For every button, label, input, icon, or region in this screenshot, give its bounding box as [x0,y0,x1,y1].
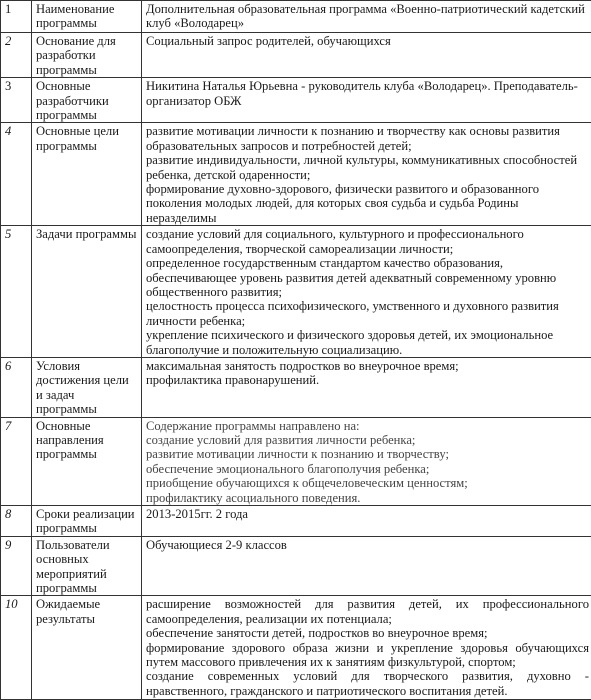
row-content [142,78,591,123]
table-row [1,33,591,78]
row-title: Основные цели программы [32,123,142,226]
row-content [142,357,591,417]
row-number: 9 [1,536,32,596]
content-line: формирование духовно-здорового, физически развитого и образованного поколения молодых людей, для которых своя судьба и судьба Родины неразделимы [146,182,589,225]
row-number: 10 [1,596,32,700]
row-title: Наименование программы [32,1,142,33]
content-line: обеспечение занятости детей, подростков во внеурочное время; [146,626,589,640]
row-content [142,33,591,78]
row-content [142,536,591,596]
row-title: Условия достижения цели и задач программы [32,357,142,417]
content-line: приобщение обучающихся к общечеловеческим ценностям; [146,476,589,490]
content-line: формирование здорового образа жизни и укрепление здоровья обучающихся путем массового привлечения их к занятиям физкультурой, спортом; [146,641,589,670]
row-number: 4 [1,123,32,226]
row-content [142,417,591,505]
row-content [142,596,591,700]
table-row [1,1,591,33]
row-number: 3 [1,78,32,123]
row-title: Ожидаемые результаты [32,596,142,700]
row-title: Основные разработчики программы [32,78,142,123]
table-row [1,123,591,226]
table-row [1,357,591,417]
content-line: Содержание программы направлено на: [146,419,589,433]
content-line: развитие мотивации личности к познанию и творчеству; [146,447,589,461]
table-row [1,506,591,537]
row-content [142,226,591,358]
content-line: целостность процесса психофизического, умственного и духовного развития личности ребенка; [146,299,589,328]
content-line: развитие индивидуальности, личной культуры, коммуникативных способностей ребенка, детской одаренности; [146,153,589,182]
table-row [1,536,591,596]
row-number: 2 [1,33,32,78]
row-content [142,1,591,33]
row-content [142,123,591,226]
content-line: создание условий для развития личности ребенка; [146,433,589,447]
row-title: Пользователи основных мероприятий программы [32,536,142,596]
row-title: Сроки реализации программы [32,506,142,537]
row-title: Задачи программы [32,226,142,358]
row-number: 8 [1,506,32,537]
table-row [1,226,591,358]
row-content [142,506,591,537]
row-title: Основные направления программы [32,417,142,505]
row-number: 5 [1,226,32,358]
content-line: Никитина Наталья Юрьевна - руководитель клуба «Володарец». Преподаватель-организатор ОБЖ [146,79,589,108]
content-line: Социальный запрос родителей, обучающихся [146,34,589,48]
content-line: профилактика правонарушений. [146,373,589,387]
content-line: максимальная занятость подростков во внеурочное время; [146,359,589,373]
content-line: укрепление психического и физического здоровья детей, их эмоциональное благополучие и положительную социализацию. [146,328,589,357]
content-line: развитие мотивации личности к познанию и творчеству как основы развития образовательных запросов и потребностей детей; [146,124,589,153]
content-line: 2013-2015гг. 2 года [146,507,589,521]
row-number: 7 [1,417,32,505]
row-number: 1 [1,1,32,33]
content-line: обеспечение эмоционального благополучия ребенка; [146,462,589,476]
row-number: 6 [1,357,32,417]
content-line: Обучающиеся 2-9 классов [146,538,589,552]
table-row [1,596,591,700]
content-line: создание условий для социального, культурного и профессионального самоопределения, творческой самореализации личности; [146,227,589,256]
content-line: создание современных условий для творческого развития, духовно - нравственного, гражданского и патриотического воспитания детей. [146,669,589,698]
table-row [1,78,591,123]
content-line: профилактику асоциального поведения. [146,491,589,505]
row-title: Основание для разработки программы [32,33,142,78]
content-line: определенное государственным стандартом качество образования, обеспечивающее уровень развития детей адекватный современному уровню общественного развития; [146,256,589,299]
content-line: расширение возможностей для развития детей, их профессионального самоопределения, реализации их потенциала; [146,597,589,626]
content-line: Дополнительная образовательная программа «Военно-патриотический кадетский клуб «Володарец» [146,2,589,31]
table-row [1,417,591,505]
